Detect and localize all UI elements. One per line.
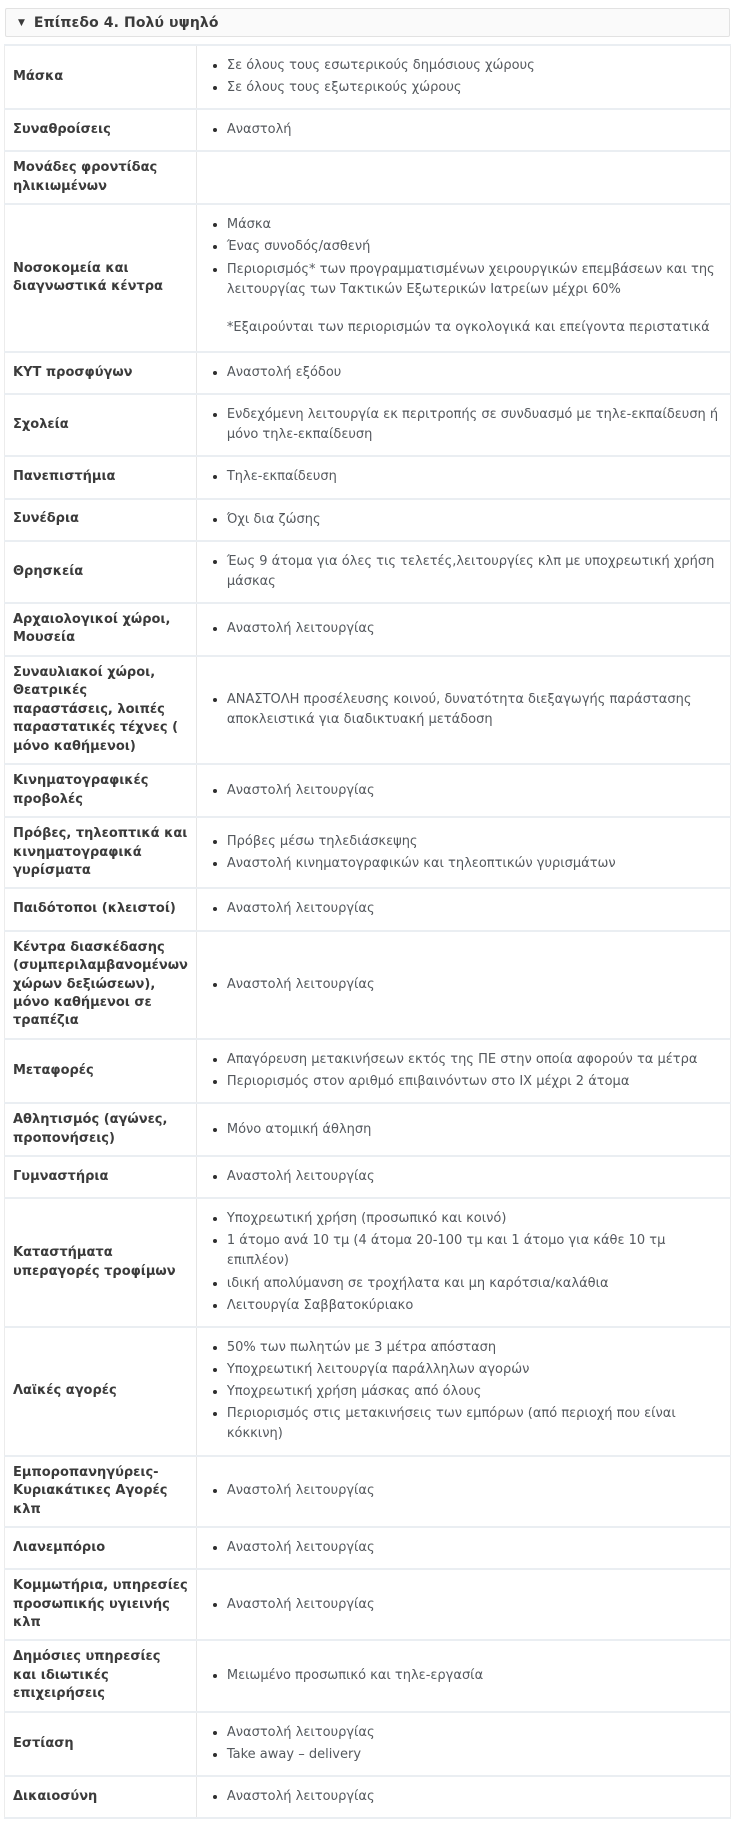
row-measures-cell xyxy=(196,204,730,352)
row-category-label: Θρησκεία xyxy=(5,541,197,603)
row-measures-cell xyxy=(196,1640,730,1711)
measure-item: • Σε όλους τους εξωτερικούς χώρους xyxy=(227,77,720,99)
row-category-label: ΚΥΤ προσφύγων xyxy=(5,352,197,394)
row-category-label: Κομμωτήρια, υπηρεσίες προσωπικής υγιεινής κλπ xyxy=(5,1569,197,1640)
measures-list xyxy=(207,551,720,593)
measure-item: • Take away – delivery xyxy=(227,1744,720,1766)
row-measures-cell xyxy=(196,603,730,656)
table-row xyxy=(5,499,731,541)
row-measures-cell xyxy=(196,1156,730,1198)
measures-list xyxy=(207,509,720,531)
measure-item: • Υποχρεωτική χρήση (προσωπικό και κοινό) xyxy=(227,1208,720,1230)
row-category-label: Νοσοκομεία και διαγνωστικά κέντρα xyxy=(5,204,197,352)
table-row xyxy=(5,1198,731,1327)
row-measures-cell xyxy=(196,394,730,456)
table-row xyxy=(5,1456,731,1527)
row-category-label: Λαϊκές αγορές xyxy=(5,1327,197,1456)
row-category-label: Γυμναστήρια xyxy=(5,1156,197,1198)
measure-item: • Υποχρεωτική λειτουργία παράλληλων αγορών xyxy=(227,1359,720,1381)
row-measures-cell xyxy=(196,109,730,151)
measure-item: • Αναστολή xyxy=(227,119,720,141)
row-measures-cell xyxy=(196,764,730,817)
measures-list xyxy=(207,1480,720,1502)
measures-list xyxy=(207,119,720,141)
row-category-label: Συνέδρια xyxy=(5,499,197,541)
row-category-label: Λιανεμπόριο xyxy=(5,1527,197,1569)
measures-list xyxy=(207,404,720,446)
measures-list xyxy=(207,1665,720,1687)
measures-list xyxy=(207,1594,720,1616)
measures-list xyxy=(207,689,720,731)
row-category-label: Αρχαιολογικοί χώροι, Μουσεία xyxy=(5,603,197,656)
measures-list xyxy=(207,1049,720,1093)
row-category-label: Μονάδες φροντίδας ηλικιωμένων xyxy=(5,151,197,204)
measures-list xyxy=(207,466,720,488)
measure-note: *Εξαιρούνται των περιορισμών τα ογκολογικά και επείγοντα περιστατικά xyxy=(226,319,710,335)
row-measures-cell xyxy=(196,1103,730,1156)
row-category-label: Δικαιοσύνη xyxy=(5,1776,197,1818)
measure-item: • Αναστολή εξόδου xyxy=(227,362,720,384)
measure-item: • Αναστολή λειτουργίας xyxy=(227,1480,720,1502)
measures-list xyxy=(207,1119,720,1141)
table-row xyxy=(5,888,731,930)
measure-item: • Αναστολή λειτουργίας xyxy=(227,1786,720,1808)
row-measures-cell xyxy=(196,817,730,888)
row-category-label: Συναυλιακοί χώροι, Θεατρικές παραστάσεις, λοιπές παραστατικές τέχνες ( μόνο καθήμενοι) xyxy=(5,656,197,764)
row-measures-cell xyxy=(196,352,730,394)
chevron-down-icon: ▼ xyxy=(18,18,25,28)
measures-list xyxy=(207,1786,720,1808)
measures-list xyxy=(207,1722,720,1766)
row-measures-cell xyxy=(196,541,730,603)
row-measures-cell xyxy=(196,1569,730,1640)
row-category-label: Εστίαση xyxy=(5,1712,197,1776)
measures-list xyxy=(207,1166,720,1188)
measure-item: • Σε όλους τους εσωτερικούς δημόσιους χώρους xyxy=(227,55,720,77)
measures-list xyxy=(207,55,720,99)
row-category-label: Παιδότοποι (κλειστοί) xyxy=(5,888,197,930)
table-row xyxy=(5,603,731,656)
measure-item: • Περιορισμός στις μετακινήσεις των εμπόρων (από περιοχή που είναι κόκκινη) xyxy=(227,1403,720,1445)
row-measures-cell xyxy=(196,1527,730,1569)
measure-item: • Όχι δια ζώσης xyxy=(227,509,720,531)
measures-list xyxy=(207,1208,720,1317)
measure-item: • Αναστολή λειτουργίας xyxy=(227,1594,720,1616)
table-row xyxy=(5,1327,731,1456)
table-row xyxy=(5,352,731,394)
measure-item: • Αναστολή λειτουργίας xyxy=(227,898,720,920)
measure-item: • Ένας συνοδός/ασθενή xyxy=(227,236,720,258)
measure-item: • Αναστολή λειτουργίας xyxy=(227,618,720,640)
measures-list xyxy=(207,214,720,301)
measure-item: • Μειωμένο προσωπικό και τηλε-εργασία xyxy=(227,1665,720,1687)
measures-list xyxy=(207,1337,720,1446)
row-category-label: Μάσκα xyxy=(5,45,197,109)
measures-list xyxy=(207,618,720,640)
row-measures-cell xyxy=(196,656,730,764)
row-category-label: Σχολεία xyxy=(5,394,197,456)
measure-item: • Μάσκα xyxy=(227,214,720,236)
table-row xyxy=(5,1712,731,1776)
measure-item: • Περιορισμός* των προγραμματισμένων χειρουργικών επεμβάσεων και της λειτουργίας των Τακτικών Εξωτερικών Ιατρείων μέχρι 60% xyxy=(227,259,720,301)
measure-item: • Τηλε-εκπαίδευση xyxy=(227,466,720,488)
measure-item: • Πρόβες μέσω τηλεδιάσκεψης xyxy=(227,831,720,853)
table-row xyxy=(5,656,731,764)
row-measures-cell xyxy=(196,888,730,930)
row-measures-cell xyxy=(196,1776,730,1818)
measures-list xyxy=(207,831,720,875)
row-measures-cell xyxy=(196,456,730,498)
measure-item: • Έως 9 άτομα για όλες τις τελετές,λειτουργίες κλπ με υποχρεωτική χρήση μάσκας xyxy=(227,551,720,593)
table-row xyxy=(5,45,731,109)
table-row xyxy=(5,1103,731,1156)
table-row xyxy=(5,151,731,204)
row-measures-cell xyxy=(196,1327,730,1456)
table-row xyxy=(5,394,731,456)
measures-list xyxy=(207,974,720,996)
table-row xyxy=(5,456,731,498)
row-category-label: Μεταφορές xyxy=(5,1039,197,1103)
measure-item: • Αναστολή λειτουργίας xyxy=(227,780,720,802)
row-category-label: Πρόβες, τηλεοπτικά και κινηματογραφικά γυρίσματα xyxy=(5,817,197,888)
row-measures-cell xyxy=(196,1712,730,1776)
row-category-label: Αθλητισμός (αγώνες, προπονήσεις) xyxy=(5,1103,197,1156)
measure-item: • ιδική απολύμανση σε τροχήλατα και μη καρότσια/καλάθια xyxy=(227,1273,720,1295)
table-row xyxy=(5,817,731,888)
row-category-label: Δημόσιες υπηρεσίες και ιδιωτικές επιχειρήσεις xyxy=(5,1640,197,1711)
row-measures-cell xyxy=(196,151,730,204)
measures-list xyxy=(207,1537,720,1559)
table-row xyxy=(5,109,731,151)
measure-item: • Αναστολή κινηματογραφικών και τηλεοπτικών γυρισμάτων xyxy=(227,853,720,875)
measures-list xyxy=(207,898,720,920)
row-category-label: Συναθροίσεις xyxy=(5,109,197,151)
measures-list xyxy=(207,362,720,384)
table-row xyxy=(5,1776,731,1818)
row-category-label: Κινηματογραφικές προβολές xyxy=(5,764,197,817)
table-row xyxy=(5,541,731,603)
measures-list xyxy=(207,780,720,802)
measure-item: • Υποχρεωτική χρήση μάσκας από όλους xyxy=(227,1381,720,1403)
row-measures-cell xyxy=(196,1456,730,1527)
table-row xyxy=(5,1640,731,1711)
measure-item: • Αναστολή λειτουργίας xyxy=(227,1722,720,1744)
measure-item: • Απαγόρευση μετακινήσεων εκτός της ΠΕ στην οποία αφορούν τα μέτρα xyxy=(227,1049,720,1071)
row-category-label: Καταστήματα υπεραγορές τροφίμων xyxy=(5,1198,197,1327)
table-row xyxy=(5,1569,731,1640)
row-category-label: Εμποροπανηγύρεις-Κυριακάτικες Αγορές κλπ xyxy=(5,1456,197,1527)
measure-item: • Αναστολή λειτουργίας xyxy=(227,1537,720,1559)
row-category-label: Κέντρα διασκέδασης (συμπεριλαμβανομένων χώρων δεξιώσεων), μόνο καθήμενοι σε τραπέζια xyxy=(5,931,197,1039)
row-measures-cell xyxy=(196,45,730,109)
measure-item: • Περιορισμός στον αριθμό επιβαινόντων στο ΙΧ μέχρι 2 άτομα xyxy=(227,1071,720,1093)
table-row xyxy=(5,1527,731,1569)
table-row xyxy=(5,1039,731,1103)
table-row xyxy=(5,764,731,817)
table-row xyxy=(5,1156,731,1198)
measure-item: • Μόνο ατομική άθληση xyxy=(227,1119,720,1141)
measure-item: • 1 άτομο ανά 10 τμ (4 άτομα 20-100 τμ και 1 άτομο για κάθε 10 τμ επιπλέον) xyxy=(227,1230,720,1272)
restrictions-table xyxy=(4,44,731,1819)
measure-item: • Ενδεχόμενη λειτουργία εκ περιτροπής σε συνδυασμό με τηλε-εκπαίδευση ή μόνο τηλε-εκπαίδευση xyxy=(227,404,720,446)
row-measures-cell xyxy=(196,499,730,541)
accordion-header-level4[interactable] xyxy=(5,8,730,37)
measure-item: • Αναστολή λειτουργίας xyxy=(227,974,720,996)
measure-item: • ΑΝΑΣΤΟΛΗ προσέλευσης κοινού, δυνατότητα διεξαγωγής παράστασης αποκλειστικά για διαδικτυακή μετάδοση xyxy=(227,689,720,731)
measure-item: • 50% των πωλητών με 3 μέτρα απόσταση xyxy=(227,1337,720,1359)
row-measures-cell xyxy=(196,931,730,1039)
row-measures-cell xyxy=(196,1039,730,1103)
measure-item: • Αναστολή λειτουργίας xyxy=(227,1166,720,1188)
accordion-title: Επίπεδο 4. Πολύ υψηλό xyxy=(33,14,219,31)
row-category-label: Πανεπιστήμια xyxy=(5,456,197,498)
table-row xyxy=(5,204,731,352)
measure-item: • Λειτουργία Σαββατοκύριακο xyxy=(227,1295,720,1317)
table-row xyxy=(5,931,731,1039)
row-measures-cell xyxy=(196,1198,730,1327)
